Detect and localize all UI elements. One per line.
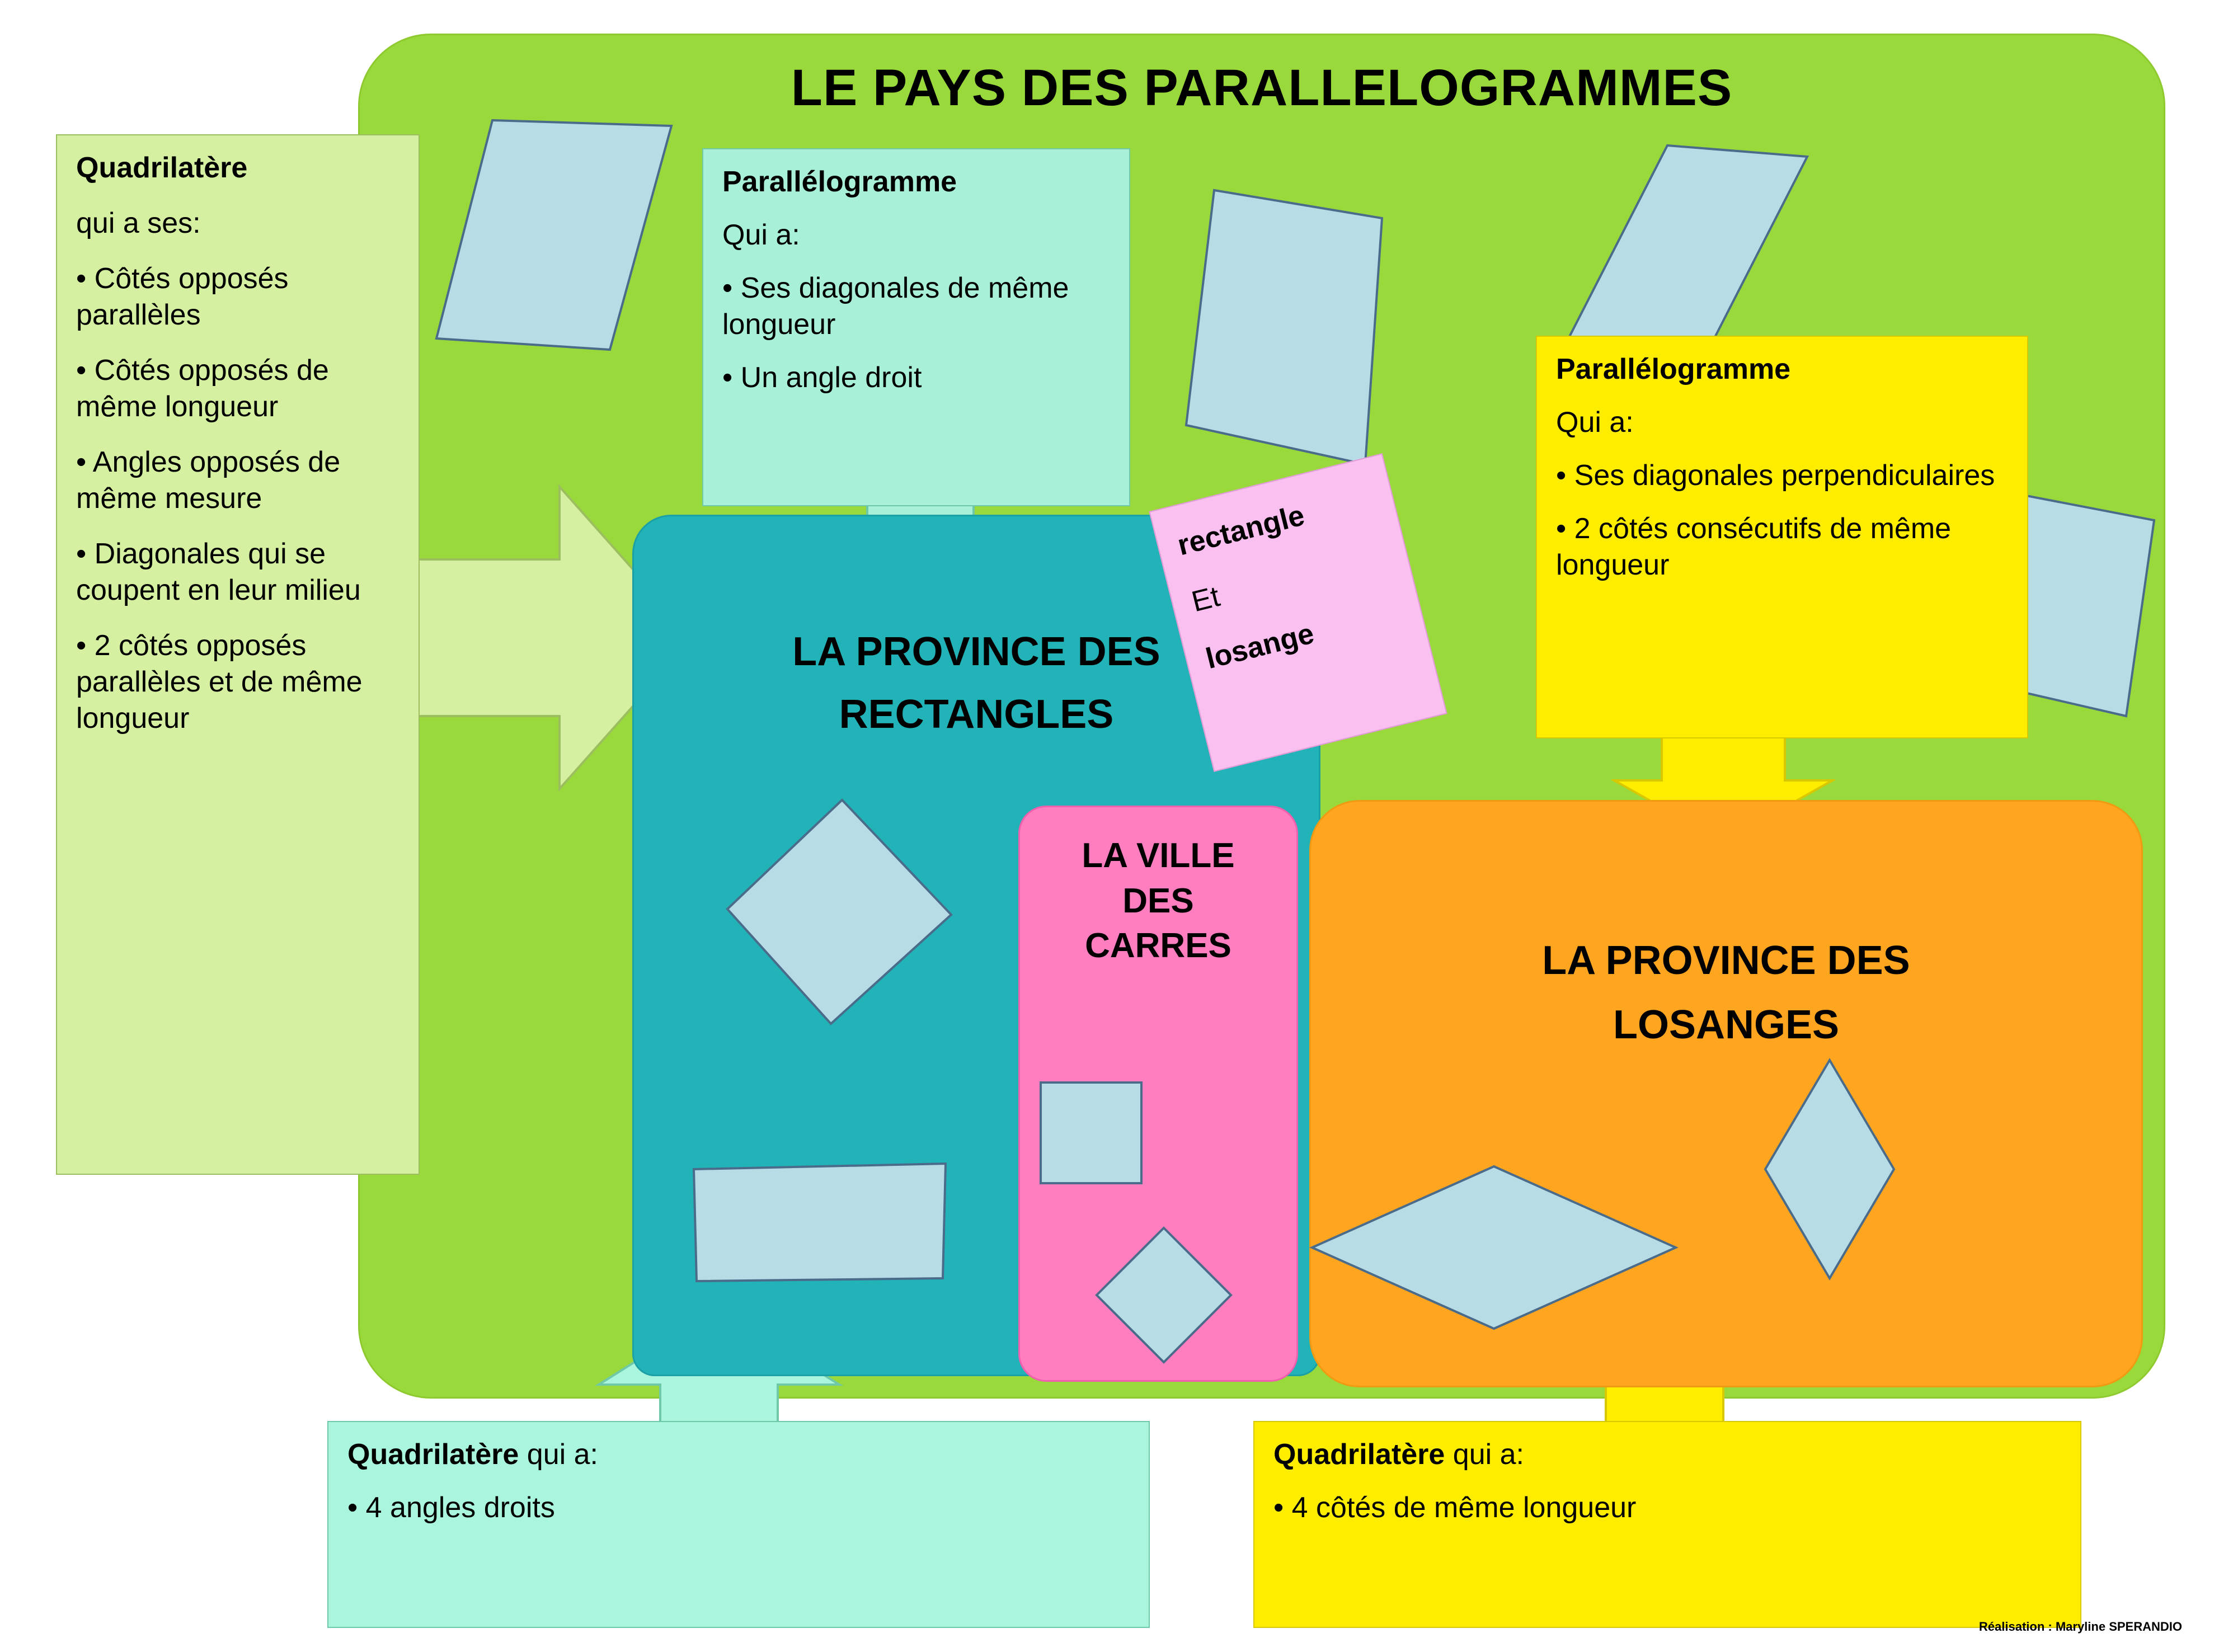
box-bottom-rectangles-heading-line (347, 1437, 1130, 1473)
box-parallelogramme-losanges-heading: Parallélogramme (1556, 353, 1791, 385)
box-quadrilatere-item-2: • Angles opposés de même mesure (76, 446, 341, 515)
box-parallelogramme-losanges-item-1: • 2 côtés consécutifs de même longueur (1556, 512, 1952, 581)
box-parallelogramme-losanges (1536, 336, 2028, 738)
box-parallelogramme-rectangles-item-1: • Un angle droit (722, 361, 922, 394)
box-parallelogramme-losanges-item-0: • Ses diagonales perpendiculaires (1556, 459, 1995, 492)
box-quadrilatere-heading: Quadrilatère (76, 152, 248, 184)
box-quadrilatere-item-1: • Côtés opposés de même longueur (76, 354, 329, 423)
box-parallelogramme-rectangles-item-0: • Ses diagonales de même longueur (722, 272, 1069, 341)
province-losanges-line1: LA PROVINCE DES (1542, 938, 1910, 983)
note-line-et: Et (1188, 580, 1223, 619)
box-quadrilatere-item-3: • Diagonales qui se coupent en leur milieu (76, 538, 361, 606)
carre-shape (1038, 1080, 1144, 1186)
box-bottom-rectangles (327, 1421, 1150, 1628)
box-bottom-rectangles-heading: Quadrilatère (347, 1438, 519, 1471)
province-rectangles-line1: LA PROVINCE DES (792, 629, 1160, 674)
box-quadrilatere-sub: qui a ses: (76, 207, 201, 239)
note-line-losange: losange (1202, 617, 1318, 675)
rectangle-shape (722, 794, 957, 1029)
rectangle-shape (688, 1158, 951, 1287)
box-parallelogramme-rectangles (702, 148, 1130, 506)
box-parallelogramme-rectangles-sub: Qui a: (722, 219, 800, 251)
province-losanges-label (1309, 929, 2143, 1057)
box-bottom-losanges-sub: qui a: (1445, 1438, 1524, 1471)
credit-text: Réalisation : Maryline SPERANDIO (1978, 1620, 2182, 1634)
ville-carres-line1: LA VILLE (1082, 836, 1235, 875)
box-parallelogramme-losanges-sub: Qui a: (1556, 406, 1634, 439)
note-line-rectangle: rectangle (1174, 499, 1308, 562)
ville-carres-line2: DES (1122, 881, 1194, 920)
losange-shape (1762, 1057, 1897, 1281)
box-quadrilatere-item-4: • 2 côtés opposés parallèles et de même longueur (76, 629, 363, 735)
box-bottom-rectangles-item-0: • 4 angles droits (347, 1491, 555, 1524)
box-bottom-losanges-item-0: • 4 côtés de même longueur (1273, 1491, 1637, 1524)
ville-carres-label (1018, 834, 1298, 969)
parallelogram-shape (431, 115, 677, 361)
losange-shape (1309, 1164, 1679, 1331)
parallelogram-shape (1181, 185, 1404, 476)
box-bottom-losanges (1253, 1421, 2081, 1628)
province-rectangles-line2: RECTANGLES (839, 691, 1114, 737)
box-bottom-rectangles-sub: qui a: (519, 1438, 598, 1471)
box-parallelogramme-rectangles-heading: Parallélogramme (722, 166, 957, 198)
box-bottom-losanges-heading: Quadrilatère (1273, 1438, 1445, 1471)
carre-shape (1094, 1225, 1234, 1365)
province-losanges-line2: LOSANGES (1613, 1003, 1840, 1048)
ville-carres-line3: CARRES (1085, 926, 1231, 966)
box-bottom-losanges-heading-line (1273, 1437, 2061, 1473)
box-quadrilatere (56, 134, 420, 1175)
page-title: LE PAYS DES PARALLELOGRAMMES (791, 59, 1733, 116)
box-quadrilatere-item-0: • Côtés opposés parallèles (76, 262, 289, 331)
